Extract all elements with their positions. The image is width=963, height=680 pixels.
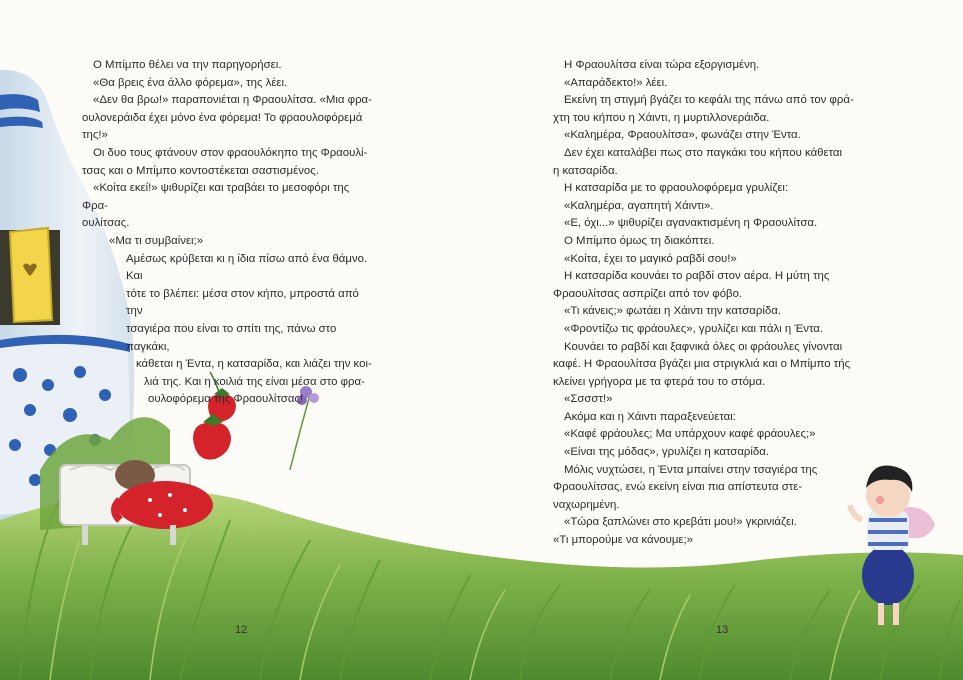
paragraph-continuation: της!»: [82, 129, 108, 142]
paragraph-continuation: ουλοφόρεμα της Φραουλίτσας!: [148, 393, 304, 406]
paragraph: Μόλις νυχτώσει, η Έντα μπαίνει στην τσαγιέρα της: [564, 463, 818, 476]
paragraph: Δεν έχει καταλάβει πως στο παγκάκι του κήπου κάθεται: [564, 146, 843, 159]
paragraph: «Τι κάνεις;» φωτάει η Χάιντι την κατσαρίδα.: [564, 305, 781, 318]
paragraph: «Μα τι συμβαίνει;»: [109, 234, 204, 247]
paragraph: Ακόμα και η Χάιντι παραξενεύεται:: [564, 410, 736, 423]
paragraph-continuation: η κατσαρίδα.: [553, 164, 618, 177]
paragraph: Ο Μπίμπο θέλει να την παρηγορήσει.: [93, 59, 282, 71]
paragraph-continuation: ναχωρημένη.: [553, 498, 620, 511]
paragraph-continuation: τότε το βλέπει: μέσα στον κήπο, μπροστά από την: [126, 287, 359, 318]
paragraph: «Κοίτα εκεί!» ψιθυρίζει και τραβάει το μεσοφόρι της Φρα-: [82, 182, 350, 212]
paragraph: «Ε, όχι...» ψιθυρίζει αγανακτισμένη η Φραουλίτσα.: [564, 217, 818, 230]
paragraph: Η Φραουλίτσα είναι τώρα εξοργισμένη.: [564, 59, 760, 71]
paragraph-continuation: ουλονεράιδα έχει μόνο ένα φόρεμα! Το φραουλοφόρεμά: [82, 111, 363, 124]
paragraph: «Θα βρεις ένα άλλο φόρεμα», της λέει.: [93, 76, 288, 89]
paragraph: Οι δυο τους φτάνουν στον φραουλόκηπο της Φραουλί-: [93, 146, 368, 159]
paragraph-continuation: κάθεται η Έντα, η κατσαρίδα, και λιάζει την κοι-: [136, 358, 372, 371]
paragraph-continuation: λιά της. Και η κοιλιά της είναι μέσα στο φρα-: [144, 375, 365, 388]
page-number-left: 12: [235, 624, 248, 636]
paragraph: «Τώρα ξαπλώνει στο κρεβάτι μου!» γκρινιάζει.: [564, 516, 797, 529]
paragraph: «Καλημέρα, Φραουλίτσα», φωνάζει στην Έντα.: [564, 129, 801, 142]
paragraph: Κουνάει το ραβδί και ξαφνικά όλες οι φράουλες γίνονται: [564, 340, 843, 353]
paragraph: «Δεν θα βρω!» παραπονιέται η Φραουλίτσα. «Μια φρα-: [93, 94, 372, 107]
paragraph: Ο Μπίμπο όμως τη διακόπτει.: [564, 234, 715, 247]
paragraph: «Καλημέρα, αγαπητή Χάιντι».: [564, 199, 714, 212]
paragraph: Αμέσως κρύβεται κι η ίδια πίσω από ένα θάμνο. Και: [126, 252, 368, 283]
left-page-text: [82, 57, 372, 409]
paragraph-continuation: κλείνει γρήγορα με τα φτερά του το στόμα.: [553, 375, 766, 388]
paragraph-continuation: ουλίτσας.: [82, 217, 130, 230]
page-number-right: 13: [716, 624, 729, 636]
paragraph: «Απαράδεκτο!» λέει.: [564, 76, 668, 89]
paragraph-continuation: τσας και ο Μπίμπο κοντοστέκεται σαστισμένος.: [82, 164, 319, 177]
paragraph-continuation: καφέ. Η Φραουλίτσα βγάζει μια στριγκλιά και ο Μπίμπο τής: [553, 358, 851, 371]
paragraph: «Καφέ φράουλες; Μα υπάρχουν καφέ φράουλες;»: [564, 428, 816, 441]
paragraph: Εκείνη τη στιγμή βγάζει το κεφάλι της πάνω από τον φρά-: [564, 94, 854, 107]
paragraph: «Είναι της μόδας», γρυλίζει η κατσαρίδα.: [564, 446, 770, 459]
paragraph-continuation: Φραουλίτσας, ενώ εκείνη είναι πια απίστευτα στε-: [553, 481, 803, 494]
paragraph: Η κατσαρίδα κουνάει το ραβδί στον αέρα. Η μύτη της: [564, 270, 830, 283]
paragraph: «Φροντίζω τις φράουλες», γρυλίζει και πάλι η Έντα.: [564, 322, 824, 335]
paragraph: «Κοίτα, έχει το μαγικό ραβδί σου!»: [564, 252, 737, 265]
paragraph-continuation: Φραουλίτσας ασπρίζει από τον φόβο.: [553, 287, 743, 300]
paragraph: Η κατσαρίδα με το φραουλοφόρεμα γρυλίζει:: [564, 182, 789, 195]
paragraph-continuation: «Τι μπορούμε να κάνουμε;»: [553, 534, 693, 547]
paragraph-continuation: χτη του κήπου η Χάιντι, η μυρτιλλονεράιδα.: [553, 111, 770, 124]
paragraph-continuation: τσαγιέρα που είναι το σπίτι της, πάνω στο παγκάκι,: [126, 322, 337, 353]
paragraph: «Σσσστ!»: [564, 393, 613, 406]
right-page-text: [553, 57, 891, 550]
